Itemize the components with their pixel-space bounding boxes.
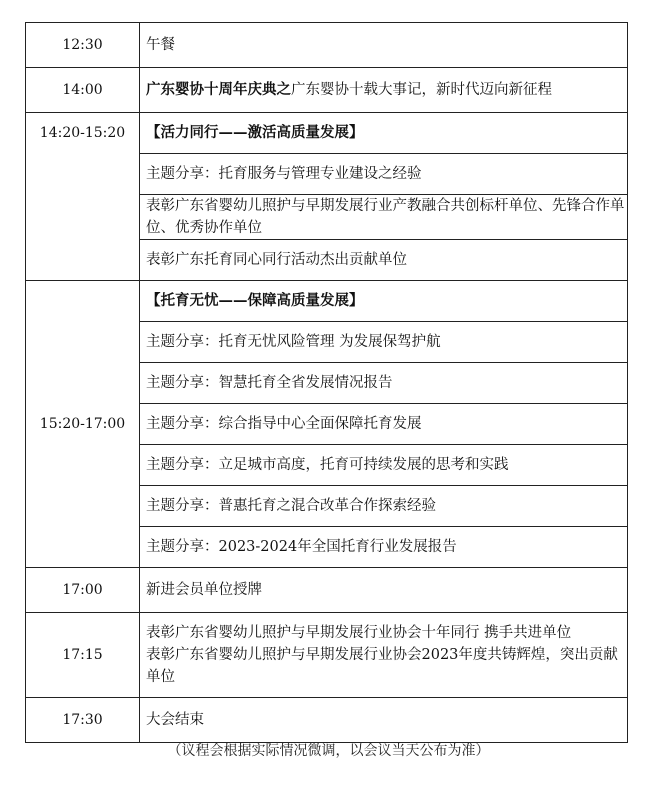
subitem-cell: 主题分享：托育服务与管理专业建设之经验 bbox=[140, 154, 628, 195]
time-cell: 17:00 bbox=[26, 568, 140, 613]
footnote: （议程会根据实际情况微调，以会议当天公布为准） bbox=[167, 743, 490, 759]
time-cell: 17:15 bbox=[26, 613, 140, 698]
celebration-text: 广东婴协十载大事记，新时代迈向新征程 bbox=[291, 82, 552, 98]
content-cell: 大会结束 bbox=[140, 698, 628, 743]
subitem-cell: 主题分享：托育无忧风险管理 为发展保驾护航 bbox=[140, 322, 628, 363]
agenda-row-closing bbox=[26, 698, 628, 743]
award-line: 表彰广东省婴幼儿照护与早期发展行业协会2023年度共铸辉煌，突出贡献单位 bbox=[146, 647, 618, 685]
subitem-cell: 表彰广东托育同心同行活动杰出贡献单位 bbox=[140, 240, 628, 281]
content-cell bbox=[140, 613, 628, 698]
agenda-row-celebration bbox=[26, 68, 628, 113]
agenda-row-membership bbox=[26, 568, 628, 613]
time-cell: 12:30 bbox=[26, 23, 140, 68]
content-cell: 午餐 bbox=[140, 23, 628, 68]
section1-heading-row bbox=[26, 113, 628, 154]
time-cell: 14:00 bbox=[26, 68, 140, 113]
agenda-row-lunch bbox=[26, 23, 628, 68]
agenda-table bbox=[25, 22, 628, 743]
agenda-row-awards bbox=[26, 613, 628, 698]
subitem-cell: 主题分享：智慧托育全省发展情况报告 bbox=[140, 363, 628, 404]
time-cell: 14:20-15:20 bbox=[26, 113, 140, 281]
subitem-cell: 主题分享：2023-2024年全国托育行业发展报告 bbox=[140, 527, 628, 568]
subitem-cell: 主题分享：普惠托育之混合改革合作探索经验 bbox=[140, 486, 628, 527]
time-cell: 17:30 bbox=[26, 698, 140, 743]
celebration-title: 广东婴协十周年庆典之 bbox=[146, 81, 291, 98]
subitem-cell: 主题分享：立足城市高度，托育可持续发展的思考和实践 bbox=[140, 445, 628, 486]
content-cell bbox=[140, 68, 628, 113]
section2-heading-row bbox=[26, 281, 628, 322]
section-heading: 【活力同行——激活高质量发展】 bbox=[140, 113, 628, 154]
time-cell: 15:20-17:00 bbox=[26, 281, 140, 568]
section-heading: 【托育无忧——保障高质量发展】 bbox=[140, 281, 628, 322]
content-cell: 新进会员单位授牌 bbox=[140, 568, 628, 613]
award-line: 表彰广东省婴幼儿照护与早期发展行业协会十年同行 携手共进单位 bbox=[146, 625, 572, 641]
subitem-cell: 表彰广东省婴幼儿照护与早期发展行业产教融合共创标杆单位、先锋合作单位、优秀协作单位 bbox=[140, 195, 628, 240]
subitem-cell: 主题分享：综合指导中心全面保障托育发展 bbox=[140, 404, 628, 445]
